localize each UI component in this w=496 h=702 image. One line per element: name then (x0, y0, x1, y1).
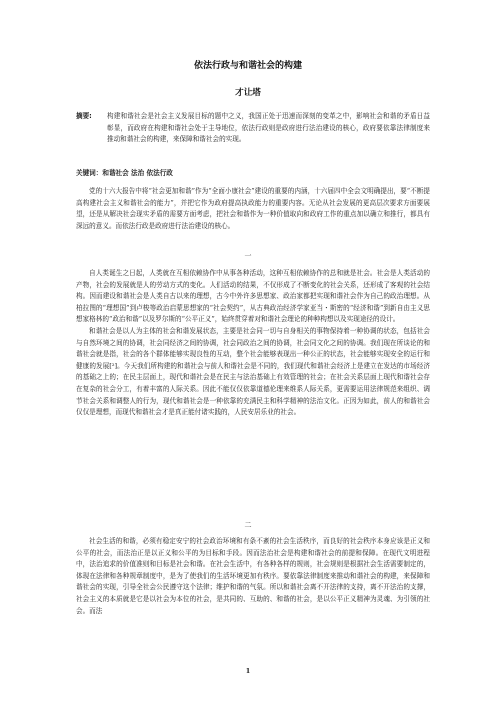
page-number: 1 (245, 667, 251, 675)
abstract-text: 构建和谐社会是社会主义发展目标的题中之义，我国正处于迅速而深刻的变革之中，影响社会和谐的矛盾日益彰显，而政府在构建和谐社会处于主导地位，依法行政则是政府进行法治建设的核心，政府要依靠法律制度来推动和谐社会的构建，来保障和谐社会的实现。 (107, 112, 430, 144)
section-one-paragraph: 自人类诞生之日起，人类就在互相依赖协作中从事各种活动，这种互相依赖协作的总和就是社会。社会是人类活动的产物，社会的发展就是人的劳动方式的变化。人们活动的结果，不仅形成了不断变化的社会关系，还形成了客观的社会结构。因而建设和谐社会是人类自古以来的理想，古今中外许多思想家、政治家都把实现和谐社会作为自己的政治理想。从柏拉图的“理想国”到卢梭等政治启蒙思想家的“社会契约”，从古典政治经济学家亚当・斯密的“经济和谐”到新自由主义思想家格林的“政治和谐”以及罗尔斯的“公平正义”，始终贯穿着对和谐社会理论的种种构想以及实现途径的设计。 (76, 269, 430, 324)
intro-paragraph: 党的十六大报告中将“社会更加和谐”作为“全面小康社会”建设的重要的内涵，十六届四中全会文明确提出，要“不断提高构建社会主义和谐社会的能力”，并把它作为政府提高执政能力的重要内容。无论从社会发展的更高层次要求方面要展望，还是从解决社会现实矛盾的需要方面考虑，把社会和谐作为一种价值取向和政府工作的重点加以确立和推行，都具有深远的意义。而依法行政是政府进行法治建设的核心。 (76, 187, 430, 230)
section-two-body (76, 536, 430, 617)
section-two-paragraph: 社会生活的和谐，必须有稳定安宁的社会政治环境和有条不紊的社会生活秩序，而良好的社会秩序本身应该是正义和公平的社会，而法治正是以正义和公平的为目标和手段。因而法治社会是构建和谐社会的前提和保障。在现代文明进程中，法治追求的价值准则和目标是社会和谐。在社会生活中，有各种各样的规则，社会规则是根据社会生活需要制定的，体现在法律和各种规章制度中，是为了使我们的生活环境更加有秩序。要依靠法律制度来推动和谐社会的构建，来保障和谐社会的实现，引导全社会公民遵守这个法律；维护和谐的气氛。所以和谐社会离不开法律的支持，离不开法治的支撑，社会主义的本质就是它是以社会为本位的社会，是共同的、互助的、和谐的社会，是以公平正义精神为灵魂、为引领的社会。而法 (76, 537, 430, 615)
abstract-label: 摘要: (76, 112, 92, 120)
section-one-heading: 一 (244, 252, 252, 260)
keywords-line: 关键词：和谐社会 法治 依法行政 (76, 169, 173, 177)
section-one-body (76, 268, 430, 419)
author-name: 才让塔 (235, 88, 261, 98)
section-one-paragraph: 和谐社会是以人为主体的社会和谐发展状态，主要是社会同一切与自身相关的事物保持着一种协调的状态，包括社会与自然环境之间的协调，社会同经济之间的协调，社会同政治之间的协调，社会同文化之间的协调。我们现在所谈论的和谐社会就是指，社会的各个群体能够实现良性的互动，整个社会能够表现出一种公正的状态，社会能够实现安全的运行和健康的发展[²]。今天我们所构建的和谐社会与前人和谐社会是不同的，我们现代和谐社会经济上是建立在发达的市场经济的基础之上的；在民主层面上，现代和谐社会是在民主与法治基础上有效管理的社会；在社会关系层面上现代和谐社会存在复杂的社会分工，有着丰富的人际关系。因此不能仅仅依靠道德伦理来维系人际关系，更需要运用法律规范来组织、调节社会关系和调整人的行为，现代和谐社会是一种依靠的充满民主和科学精神的法治文化。正因为如此，前人的和谐社会仅仅是理想，而现代和谐社会才是真正能付诸实践的，人民安居乐业的社会。 (76, 326, 430, 417)
abstract-block (76, 111, 430, 146)
intro-section (76, 186, 430, 232)
document-title: 依法行政与和谐社会的构建 (193, 61, 302, 71)
section-two-heading: 二 (244, 521, 252, 529)
